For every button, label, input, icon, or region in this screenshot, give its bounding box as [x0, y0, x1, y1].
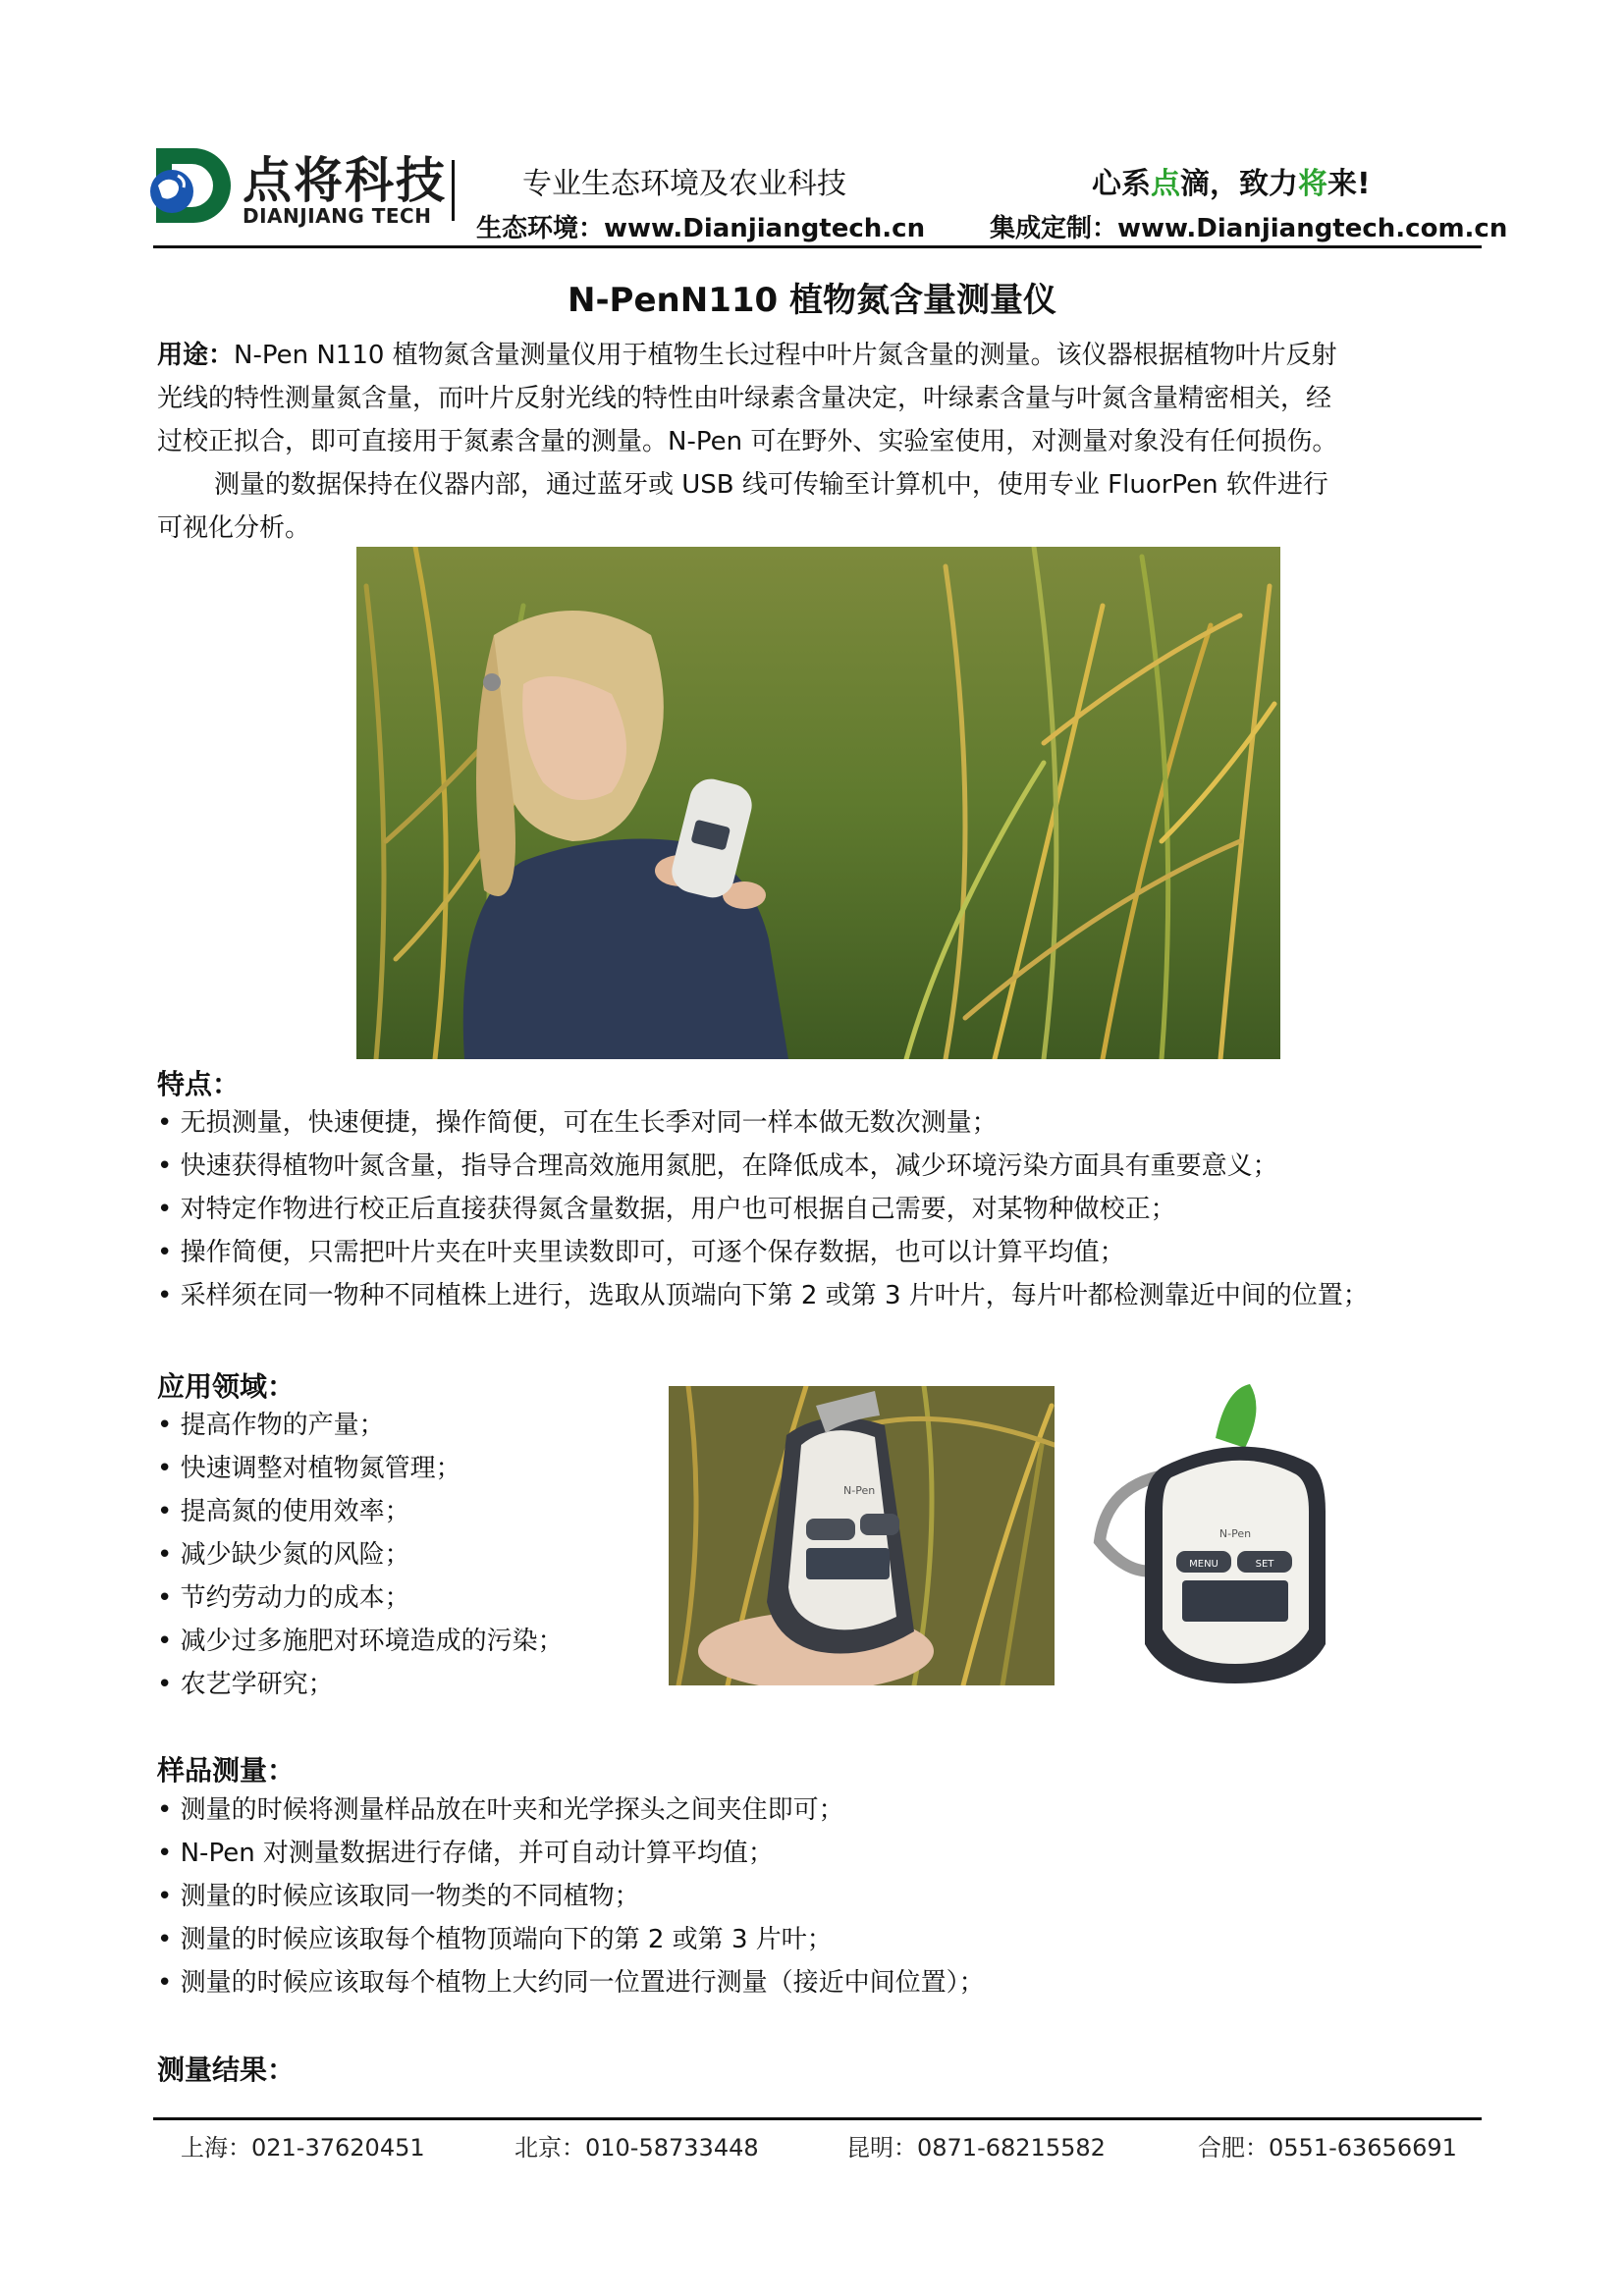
header-rule — [153, 245, 1482, 248]
list-item: • 采样须在同一物种不同植株上进行，选取从顶端向下第 2 或第 3 片叶片，每片叶都检测靠近中间的位置； — [157, 1274, 1369, 1317]
document-title: N-PenN110 植物氮含量测量仪 — [567, 281, 1056, 320]
header-divider — [452, 160, 455, 221]
slogan-highlight: 点 — [1151, 167, 1180, 201]
field-measurement-photo — [356, 547, 1280, 1059]
list-item: • 快速调整对植物氮管理； — [157, 1447, 564, 1490]
contact-kunming: 昆明：0871-68215582 — [846, 2134, 1106, 2162]
intro-line: 过校正拟合，即可直接用于氮素含量的测量。N-Pen 可在野外、实验室使用，对测量对象没有任何损伤。 — [157, 427, 1338, 456]
sample-list — [157, 1789, 985, 2004]
company-logo — [142, 137, 447, 236]
device-product-photo — [1068, 1384, 1398, 1688]
intro-line: 测量的数据保持在仪器内部，通过蓝牙或 USB 线可传输至计算机中，使用专业 FluorPen 软件进行 — [214, 470, 1328, 500]
sample-heading: 样品测量： — [157, 1754, 296, 1787]
intro-label: 用途： — [157, 341, 235, 370]
intro-line: 用途：N-Pen N110 植物氮含量测量仪用于植物生长过程中叶片氮含量的测量。该仪器根据植物叶片反射 — [157, 341, 1337, 370]
list-item: • 操作简便，只需把叶片夹在叶夹里读数即可，可逐个保存数据，也可以计算平均值； — [157, 1231, 1369, 1274]
contact-beijing: 北京：010-58733448 — [514, 2134, 759, 2162]
set-button-label: SET — [1255, 1559, 1274, 1570]
logo-chinese-name: 点将科技 — [243, 152, 447, 209]
list-item: • 对特定作物进行校正后直接获得氮含量数据，用户也可根据自己需要，对某物种做校正； — [157, 1188, 1369, 1231]
list-item: • 快速获得植物叶氮含量，指导合理高效施用氮肥，在降低成本，减少环境污染方面具有重要意义； — [157, 1145, 1369, 1188]
header-slogan — [1092, 159, 1371, 202]
contact-hefei: 合肥：0551-63656691 — [1198, 2134, 1457, 2162]
device-label: N-Pen — [843, 1484, 876, 1497]
intro-line: 可视化分析。 — [157, 513, 311, 543]
list-item: • 节约劳动力的成本； — [157, 1576, 564, 1620]
list-item: • 减少缺少氮的风险； — [157, 1533, 564, 1576]
list-item: • 测量的时候将测量样品放在叶夹和光学探头之间夹住即可； — [157, 1789, 985, 1832]
footer-rule — [153, 2117, 1482, 2120]
slogan-part: 来! — [1327, 167, 1371, 201]
logo-english-name: DIANJIANG TECH — [243, 204, 432, 228]
slogan-part: 滴，致力 — [1180, 167, 1298, 201]
list-item: • N-Pen 对测量数据进行存储，并可自动计算平均值； — [157, 1832, 985, 1875]
website-eco-link[interactable]: 生态环境：www.Dianjiangtech.cn — [476, 214, 926, 243]
logo-mark-icon — [142, 140, 233, 231]
list-item: • 减少过多施肥对环境造成的污染； — [157, 1620, 564, 1663]
list-item: • 农艺学研究； — [157, 1663, 564, 1706]
applications-heading: 应用领域： — [157, 1370, 296, 1403]
intro-line: 光线的特性测量氮含量，而叶片反射光线的特性由叶绿素含量决定，叶绿素含量与叶氮含量精密相关，经 — [157, 384, 1332, 413]
list-item: • 提高作物的产量； — [157, 1404, 564, 1447]
list-item: • 测量的时候应该取同一物类的不同植物； — [157, 1875, 985, 1918]
list-item: • 测量的时候应该取每个植物顶端向下的第 2 或第 3 片叶； — [157, 1918, 985, 1961]
results-heading: 测量结果： — [157, 2054, 296, 2086]
slogan-highlight: 将 — [1298, 167, 1327, 201]
website-custom-link[interactable]: 集成定制：www.Dianjiangtech.com.cn — [990, 214, 1508, 243]
list-item: • 无损测量，快速便捷，操作简便，可在生长季对同一样本做无数次测量； — [157, 1101, 1369, 1145]
device-label: N-Pen — [1218, 1527, 1252, 1540]
list-item: • 测量的时候应该取每个植物上大约同一位置进行测量（接近中间位置）； — [157, 1961, 985, 2004]
device-in-hand-photo — [669, 1386, 1055, 1685]
menu-button-label: MENU — [1189, 1559, 1218, 1570]
contact-shanghai: 上海：021-37620451 — [181, 2134, 425, 2162]
applications-list — [157, 1404, 564, 1706]
features-heading: 特点： — [157, 1068, 241, 1100]
header-tagline: 专业生态环境及农业科技 — [522, 167, 846, 201]
features-list — [157, 1101, 1369, 1317]
slogan-part: 心系 — [1092, 167, 1151, 201]
list-item: • 提高氮的使用效率； — [157, 1490, 564, 1533]
